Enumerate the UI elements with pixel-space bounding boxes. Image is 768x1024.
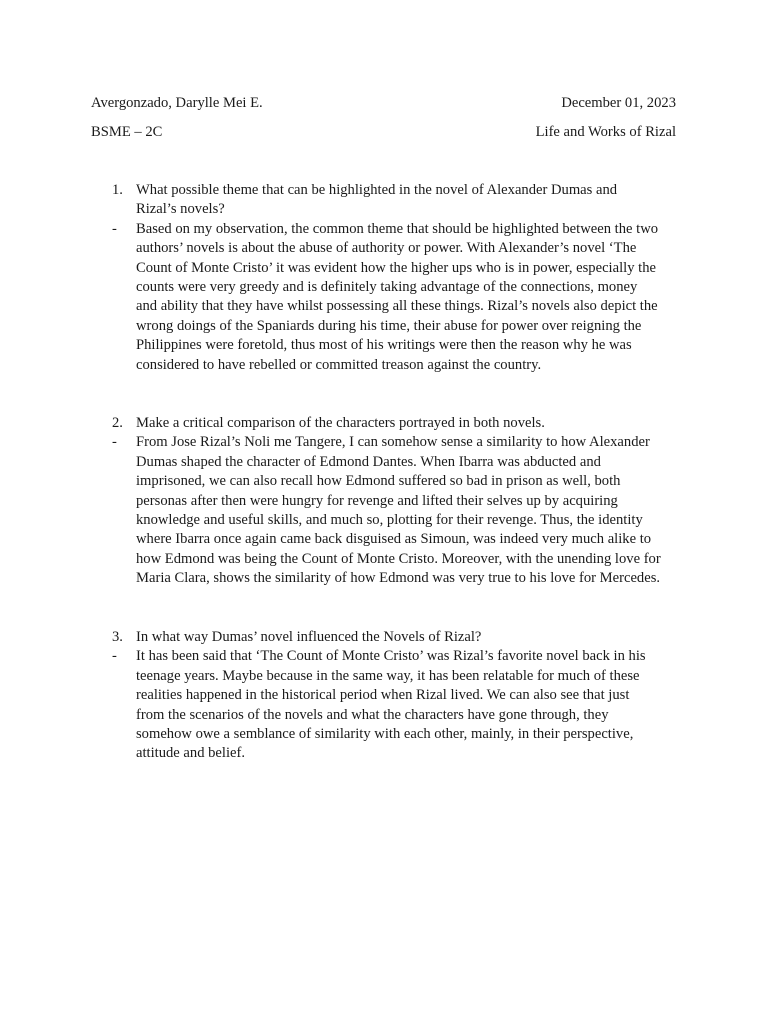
answer-line: Philippines were foretold, thus most of his writings were then the reason why he was	[136, 337, 632, 354]
answer-line: and ability that they have whilst possessing all these things. Rizal’s novels also depict the	[136, 298, 658, 315]
answer-line: From Jose Rizal’s Noli me Tangere, I can somehow sense a similarity to how Alexander	[136, 434, 650, 451]
answer-line: from the scenarios of the novels and what the characters have gone through, they	[136, 706, 609, 723]
answer-line: personas after then were hungry for revenge and lifted their selves up by acquiring	[136, 492, 618, 509]
answer-line: It has been said that ‘The Count of Monte Cristo’ was Rizal’s favorite novel back in his	[136, 648, 646, 665]
answer-line: how Edmond was being the Count of Monte Cristo. Moreover, with the unending love for	[136, 550, 661, 567]
answer-line: Maria Clara, shows the similarity of how Edmond was very true to his love for Mercedes.	[136, 570, 661, 587]
question-block-3	[112, 628, 682, 764]
answer-line: Dumas shaped the character of Edmond Dantes. When Ibarra was abducted and	[136, 453, 601, 470]
subject-title: Life and Works of Rizal	[535, 124, 676, 140]
answer-row	[112, 647, 682, 763]
question-row	[112, 628, 682, 647]
answer-line: realities happened in the historical period when Rizal lived. We can also see that just	[136, 687, 630, 704]
answer-bullet: -	[112, 220, 117, 237]
answer-line: where Ibarra once again came back disguised as Simoun, was indeed very much alike to	[136, 531, 652, 548]
question-block-1	[112, 181, 682, 375]
submission-date: December 01, 2023	[561, 95, 676, 111]
answer-line: somehow owe a semblance of similarity with each other, mainly, in their perspective,	[136, 726, 634, 743]
answer-text	[136, 220, 682, 375]
question-line: What possible theme that can be highlighted in the novel of Alexander Dumas and	[136, 182, 618, 198]
question-number: 3.	[112, 629, 123, 645]
question-text	[136, 628, 682, 647]
question-line: In what way Dumas’ novel influenced the Novels of Rizal?	[136, 629, 482, 645]
answer-line: Count of Monte Cristo’ it was evident how the higher ups who is in power, especially the	[136, 259, 656, 276]
answer-bullet: -	[112, 648, 117, 665]
answer-line: considered to have rebelled or committed treason against the country.	[136, 356, 542, 373]
question-number: 1.	[112, 182, 123, 198]
course-section: BSME – 2C	[91, 124, 163, 140]
question-text	[136, 181, 682, 220]
answer-text	[136, 433, 682, 588]
question-row	[112, 414, 682, 433]
answer-row	[112, 433, 682, 588]
header-row-1	[91, 94, 676, 112]
question-block-2	[112, 414, 682, 589]
answer-line: counts were very greedy and is definitely taking advantage of the connections, money	[136, 279, 638, 296]
answer-text	[136, 647, 682, 763]
question-line: Make a critical comparison of the characters portrayed in both novels.	[136, 415, 545, 431]
answer-line: authors’ novels is about the abuse of authority or power. With Alexander’s novel ‘The	[136, 240, 637, 257]
student-name: Avergonzado, Darylle Mei E.	[91, 95, 263, 111]
answer-line: knowledge and useful skills, and much so, plotting for their revenge. Thus, the identity	[136, 512, 643, 529]
answer-line: imprisoned, we can also recall how Edmond suffered so bad in prison as well, both	[136, 473, 621, 490]
question-number: 2.	[112, 415, 123, 431]
answer-line: attitude and belief.	[136, 745, 246, 762]
answer-line: wrong doings of the Spaniards during his time, their abuse for power over reigning the	[136, 317, 642, 334]
header-row-2	[91, 123, 676, 141]
question-row	[112, 181, 682, 220]
question-line: Rizal’s novels?	[136, 201, 225, 218]
answer-row	[112, 220, 682, 375]
answer-line: Based on my observation, the common theme that should be highlighted between the two	[136, 220, 659, 237]
answer-bullet: -	[112, 434, 117, 451]
answer-line: teenage years. Maybe because in the same way, it has been relatable for much of these	[136, 667, 640, 684]
question-text	[136, 414, 682, 433]
